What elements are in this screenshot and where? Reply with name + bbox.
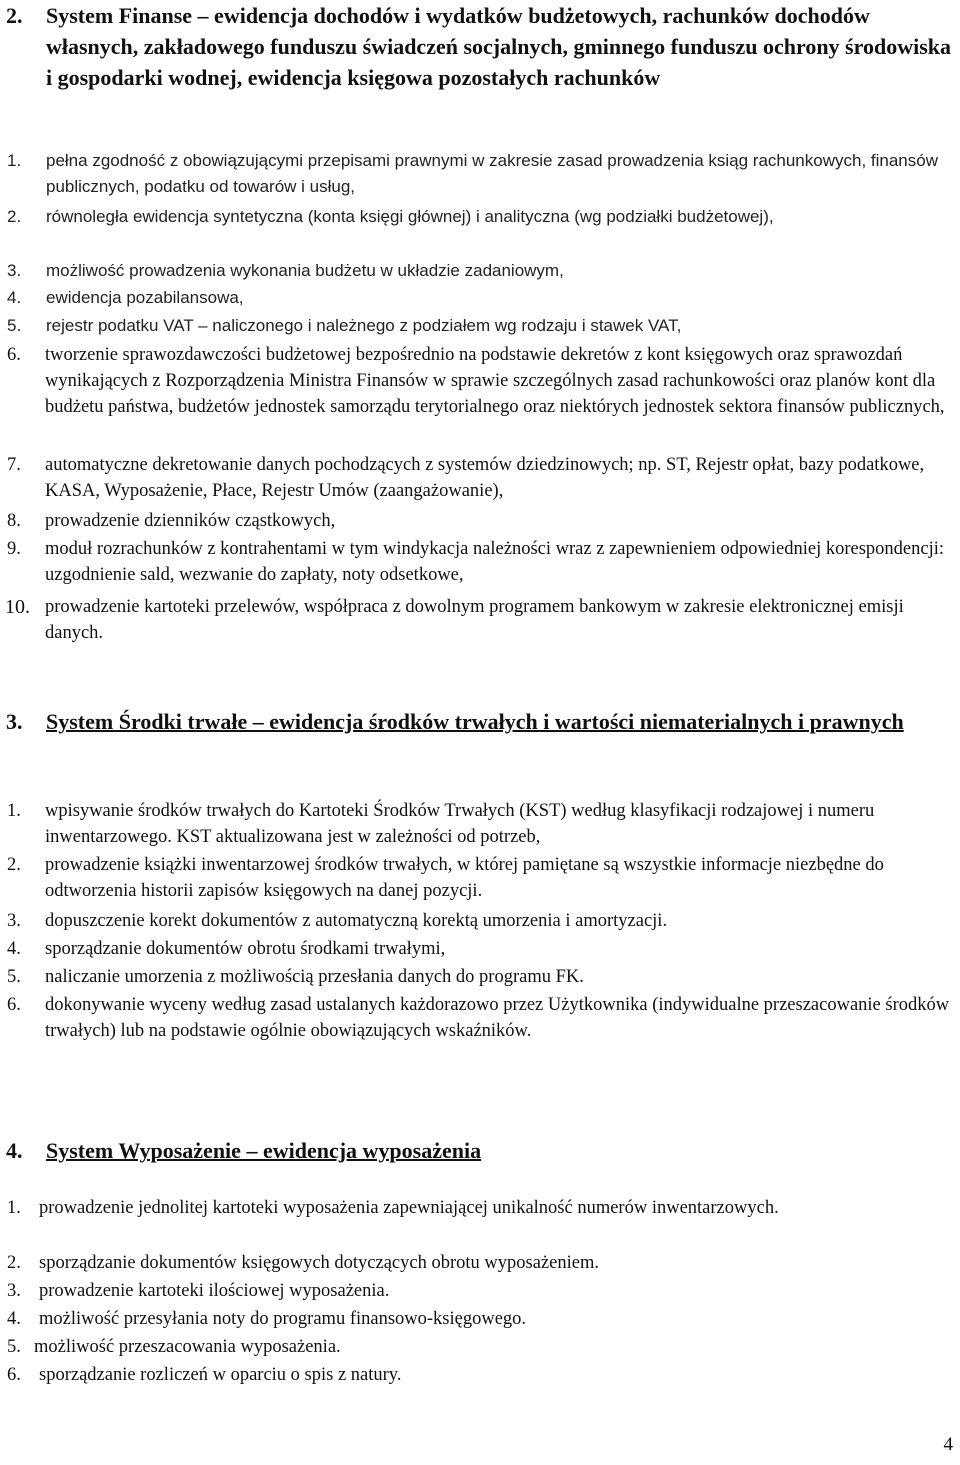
item-text: prowadzenie książki inwentarzowej środków trwałych, w której pamiętane są wszystkie informacje niezbędne do odtworzenia historii zapisów księgowych na danej pozycji. [45,855,884,901]
item-number: 4. [7,1309,21,1329]
section-number: 4. [6,1138,23,1163]
item-number: 7. [7,455,21,475]
item-number: 3. [7,261,22,280]
item-text: sporządzanie dokumentów księgowych dotyczących obrotu wyposażeniem. [39,1253,599,1273]
item-text: naliczanie umorzenia z możliwością przesłania danych do programu FK. [45,967,584,987]
item-text: dokonywanie wyceny według zasad ustalanych każdorazowo przez Użytkownika (indywidualne przeszacowanie środków trwałych) lub na podstawie ogólnie obowiązujących wskaźników. [45,995,950,1041]
item-number: 2. [7,1253,21,1273]
item-number: 6. [7,1365,21,1385]
item-text: dopuszczenie korekt dokumentów z automatyczną korektą umorzenia i amortyzacji. [45,911,668,931]
item-text: tworzenie sprawozdawczości budżetowej bezpośrednio na podstawie dekretów z kont księgowych oraz sprawozdań wynikających z Rozporządzenia Ministra Finansów w sprawie szczególnych zasad rachunkowości oraz planów kont dla budżetu państwa, budżetów jednostek samorządu terytorialnego oraz niektórych jednostek sektora finansów publicznych, [45,345,945,417]
item-text: wpisywanie środków trwałych do Kartoteki Środków Trwałych (KST) według klasyfikacji rodzajowej i numeru inwentarzowego. KST aktualizowana jest w zależności od potrzeb, [45,801,875,847]
item-number: 6. [7,995,21,1015]
item-text: prowadzenie dzienników cząstkowych, [45,511,336,531]
item-text: możliwość przeszacowania wyposażenia. [34,1337,341,1357]
item-number: 9. [7,539,21,559]
item-text: prowadzenie kartoteki przelewów, współpraca z dowolnym programem bankowym w zakresie elektronicznej emisji danych. [45,597,904,643]
item-text: możliwość przesyłania noty do programu finansowo-księgowego. [39,1309,527,1329]
item-number: 1. [7,1198,21,1218]
item-text: sporządzanie rozliczeń w oparciu o spis z natury. [39,1365,402,1385]
item-text: sporządzanie dokumentów obrotu środkami trwałymi, [45,939,446,959]
section-title: System Finanse – ewidencja dochodów i wydatków budżetowych, rachunków dochodów własnych, zakładowego funduszu świadczeń socjalnych, gminnego funduszu ochrony środowiska i gospodarki wodnej, ewidencja księgowa pozostałych rachunków [46,3,952,90]
item-text: pełna zgodność z obowiązującymi przepisami prawnymi w zakresie zasad prowadzenia ksiąg rachunkowych, finansów publicznych, podatku od towarów i usług, [46,151,938,196]
item-number: 2. [7,855,21,875]
section-title: System Środki trwałe – ewidencja środków trwałych i wartości niematerialnych i prawnych [46,709,904,734]
item-number: 4. [7,288,22,307]
item-text: ewidencja pozabilansowa, [46,288,244,307]
item-number: 5. [7,967,21,987]
section-number: 2. [6,3,23,28]
page-number: 4 [943,1434,953,1455]
item-text: prowadzenie jednolitej kartoteki wyposażenia zapewniającej unikalność numerów inwentarzowych. [39,1198,779,1218]
section-number: 3. [6,709,23,734]
item-text: możliwość prowadzenia wykonania budżetu w układzie zadaniowym, [46,261,564,280]
item-number: 4. [7,939,21,959]
item-number: 2. [7,207,22,226]
item-text: prowadzenie kartoteki ilościowej wyposażenia. [39,1281,390,1301]
item-number: 1. [7,151,22,170]
item-number: 3. [7,1281,21,1301]
item-text: równoległa ewidencja syntetyczna (konta księgi głównej) i analityczna (wg podziałki budżetowej), [46,207,774,226]
item-number: 5. [7,316,22,335]
item-number: 8. [7,511,21,531]
item-number: 3. [7,911,21,931]
item-text: automatyczne dekretowanie danych pochodzących z systemów dziedzinowych; np. ST, Rejestr opłat, bazy podatkowe, KASA, Wyposażenie, Płace, Rejestr Umów (zaangażowanie), [45,455,925,501]
item-number: 10. [5,596,30,618]
item-number: 5. [7,1337,21,1357]
item-text: rejestr podatku VAT – naliczonego i należnego z podziałem wg rodzaju i stawek VAT, [46,316,682,335]
item-number: 1. [7,801,21,821]
item-text: moduł rozrachunków z kontrahentami w tym windykacja należności wraz z zapewnieniem odpowiedniej korespondencji: uzgodnienie sald, wezwanie do zapłaty, noty odsetkowe, [45,539,945,585]
item-number: 6. [7,345,21,365]
section-title: System Wyposażenie – ewidencja wyposażenia [46,1138,482,1163]
